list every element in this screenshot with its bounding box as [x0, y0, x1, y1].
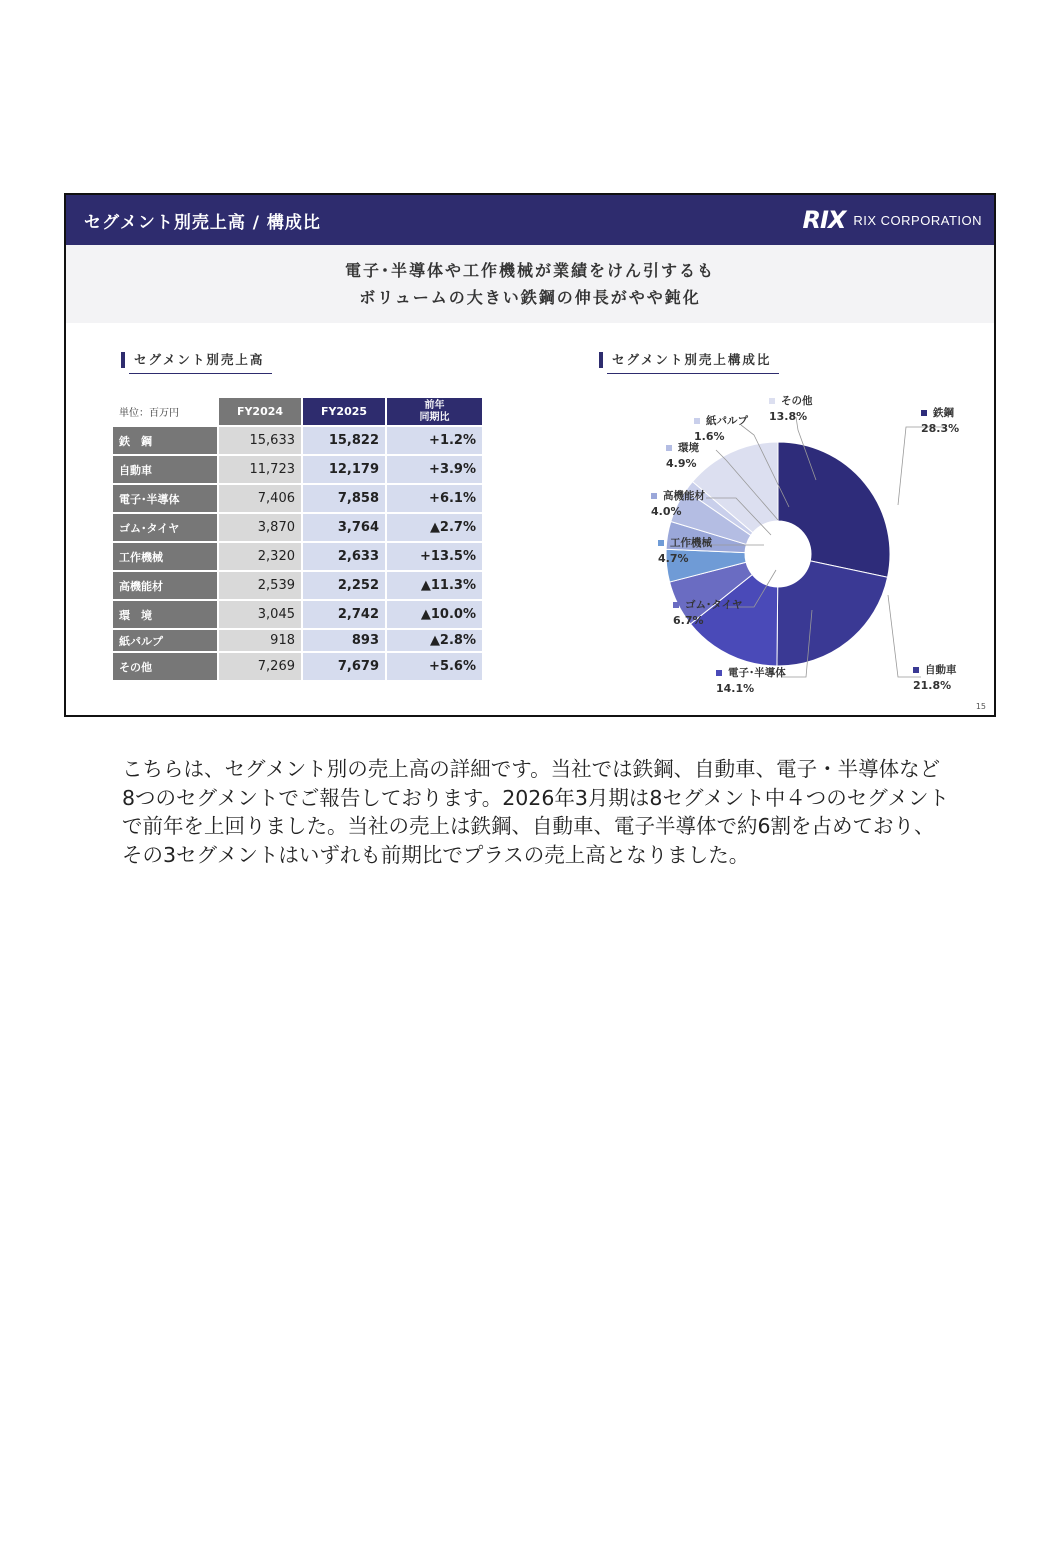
segment-name: 高機能材 — [113, 572, 217, 599]
slice-percent: 4.7% — [658, 552, 689, 565]
value-yoy: +6.1% — [387, 485, 482, 512]
pie-label-5 — [651, 488, 705, 520]
value-yoy: ▲2.7% — [387, 514, 482, 541]
pie-label-7 — [694, 413, 748, 445]
pie-label-4 — [658, 535, 712, 567]
headline-banner — [66, 245, 994, 323]
value-fy2024: 7,269 — [219, 653, 301, 680]
page-number: 15 — [975, 702, 986, 711]
value-fy2024: 2,320 — [219, 543, 301, 570]
unit-label: 単位：百万円 — [113, 398, 217, 425]
pie-section-title — [599, 352, 771, 368]
table-row — [113, 485, 482, 512]
slice-percent: 4.0% — [651, 505, 682, 518]
table-row — [113, 456, 482, 483]
slice-label: ゴム･タイヤ — [685, 599, 743, 611]
legend-square-icon — [913, 667, 919, 673]
value-fy2025: 2,252 — [303, 572, 385, 599]
pie-label-2 — [716, 665, 786, 697]
value-yoy: ▲10.0% — [387, 601, 482, 628]
segment-name: 環 境 — [113, 601, 217, 628]
column-header-yoy: 前年 同期比 — [387, 398, 482, 425]
segment-sales-table — [111, 396, 484, 682]
value-fy2025: 12,179 — [303, 456, 385, 483]
pie-label-3 — [673, 597, 743, 629]
logo-text: RIX CORPORATION — [853, 212, 982, 228]
legend-square-icon — [673, 602, 679, 608]
slide-header — [66, 195, 994, 245]
value-fy2025: 7,679 — [303, 653, 385, 680]
slice-label: 工作機械 — [670, 537, 712, 549]
slice-percent: 28.3% — [921, 422, 960, 435]
column-header-fy2025: FY2025 — [303, 398, 385, 425]
slice-label: 電子･半導体 — [728, 667, 786, 679]
slice-label: 環境 — [678, 442, 699, 454]
value-yoy: +13.5% — [387, 543, 482, 570]
pie-slice-1 — [777, 561, 888, 666]
segment-name: その他 — [113, 653, 217, 680]
headline-line-1: 電子･半導体や工作機械が業績をけん引するも — [344, 261, 715, 280]
pie-label-0 — [921, 405, 959, 437]
segment-name: 鉄 鋼 — [113, 427, 217, 454]
table-row — [113, 514, 482, 541]
value-fy2024: 918 — [219, 630, 301, 651]
slice-percent: 13.8% — [769, 410, 808, 423]
value-yoy: ▲11.3% — [387, 572, 482, 599]
value-fy2025: 3,764 — [303, 514, 385, 541]
table-row — [113, 572, 482, 599]
pie-slice-0 — [778, 442, 890, 577]
segment-name: 自動車 — [113, 456, 217, 483]
value-fy2025: 2,742 — [303, 601, 385, 628]
value-fy2024: 7,406 — [219, 485, 301, 512]
segment-name: 紙パルプ — [113, 630, 217, 651]
legend-square-icon — [716, 670, 722, 676]
table-row — [113, 630, 482, 651]
slice-percent: 6.7% — [673, 614, 704, 627]
slice-label: その他 — [781, 395, 813, 407]
legend-square-icon — [666, 445, 672, 451]
legend-square-icon — [658, 540, 664, 546]
slice-label: 自動車 — [925, 664, 957, 676]
leader-line-0 — [898, 427, 944, 505]
segment-name: ゴム･タイヤ — [113, 514, 217, 541]
legend-square-icon — [921, 410, 927, 416]
legend-square-icon — [651, 493, 657, 499]
legend-square-icon — [769, 398, 775, 404]
legend-square-icon — [694, 418, 700, 424]
pie-label-1 — [913, 662, 957, 694]
caption-text: こちらは、セグメント別の売上高の詳細です。当社では鉄鋼、自動車、電子・半導体など8つのセグメントでご報告しております。2026年3月期は8セグメント中４つのセグメントで前年を上回りました。当社の売上は鉄鋼、自動車、電子半導体で約6割を占めており、その3セグメントはいずれも前期比でプラスの売上高となりました。 — [122, 757, 950, 867]
table-row — [113, 601, 482, 628]
segment-name: 電子･半導体 — [113, 485, 217, 512]
slice-label: 鉄鋼 — [933, 407, 954, 419]
headline-line-2: ボリュームの大きい鉄鋼の伸長がやや鈍化 — [359, 288, 701, 307]
table-section-title — [121, 352, 264, 368]
slice-label: 高機能材 — [663, 490, 705, 502]
table-row — [113, 653, 482, 680]
value-yoy: +1.2% — [387, 427, 482, 454]
value-fy2025: 893 — [303, 630, 385, 651]
table-row — [113, 543, 482, 570]
logo-mark: RIX — [802, 206, 846, 234]
value-fy2025: 7,858 — [303, 485, 385, 512]
value-fy2025: 15,822 — [303, 427, 385, 454]
value-yoy: +5.6% — [387, 653, 482, 680]
slice-percent: 14.1% — [716, 682, 755, 695]
value-fy2024: 11,723 — [219, 456, 301, 483]
slice-percent: 4.9% — [666, 457, 697, 470]
column-header-fy2024: FY2024 — [219, 398, 301, 425]
value-fy2025: 2,633 — [303, 543, 385, 570]
table-section-title-text: セグメント別売上高 — [134, 352, 265, 367]
value-yoy: ▲2.8% — [387, 630, 482, 651]
slice-percent: 21.8% — [913, 679, 952, 692]
value-fy2024: 3,870 — [219, 514, 301, 541]
pie-label-8 — [769, 393, 813, 425]
slice-percent: 1.6% — [694, 430, 725, 443]
segment-name: 工作機械 — [113, 543, 217, 570]
table-row — [113, 427, 482, 454]
value-fy2024: 2,539 — [219, 572, 301, 599]
rix-logo — [802, 206, 982, 234]
composition-pie-chart — [576, 385, 996, 715]
value-fy2024: 3,045 — [219, 601, 301, 628]
value-fy2024: 15,633 — [219, 427, 301, 454]
slice-label: 紙パルプ — [706, 415, 748, 427]
slide — [64, 193, 996, 717]
value-yoy: +3.9% — [387, 456, 482, 483]
slide-title: セグメント別売上高 / 構成比 — [84, 213, 321, 233]
pie-section-title-text: セグメント別売上構成比 — [612, 352, 772, 367]
